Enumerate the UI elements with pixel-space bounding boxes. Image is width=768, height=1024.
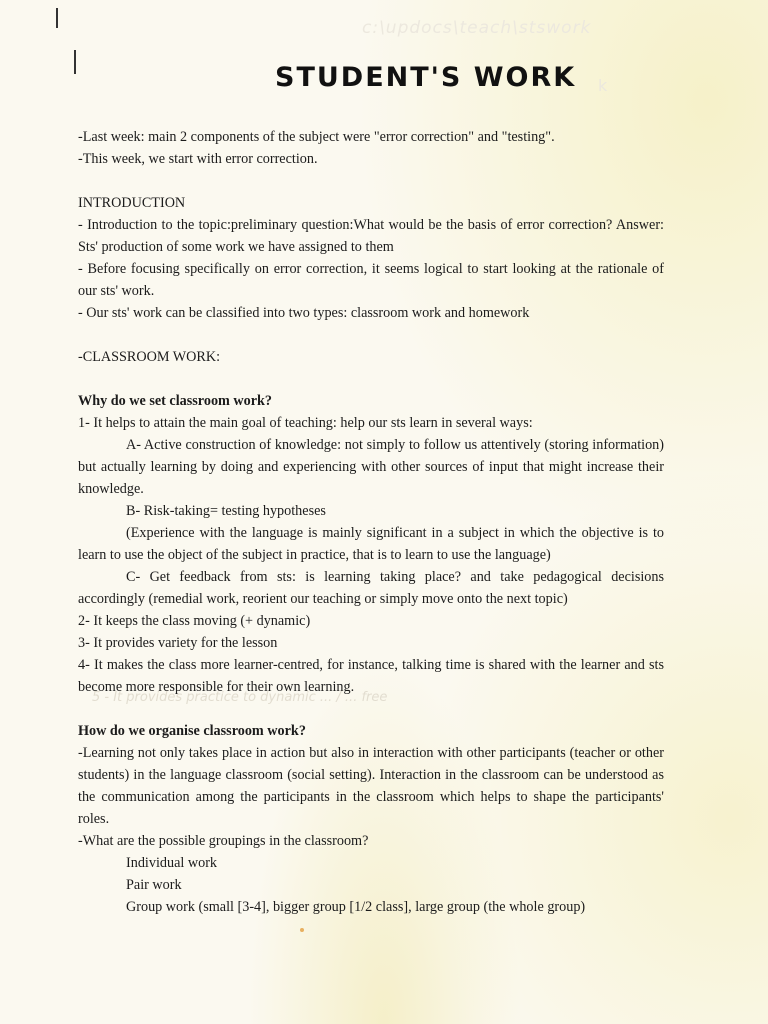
list-item: 4- It makes the class more learner-centred, for instance, talking time is shared with the learner and sts become more responsible for their own learning. <box>78 657 664 695</box>
page-title: STUDENT'S WORK <box>275 62 577 93</box>
list-subitem: A- Active construction of knowledge: not simply to follow us attentively (storing information) but actually learning by doing and experiencing with other sources of input that might increase their knowledge. <box>78 437 664 497</box>
list-subitem: B- Risk-taking= testing hypotheses <box>126 503 326 519</box>
list-item: 2- It keeps the class moving (+ dynamic) <box>78 613 311 629</box>
paragraph: -What are the possible groupings in the classroom? <box>78 833 369 849</box>
list-item: 3- It provides variety for the lesson <box>78 635 278 651</box>
paragraph: - Introduction to the topic:preliminary question:What would be the basis of error correction? Answer: Sts' production of some work we have assigned to them <box>78 217 664 255</box>
paragraph: -Learning not only takes place in action but also in interaction with other participants (teacher or other students) in the language classroom (social setting). Interaction in the classroom can be understood as the communication among the participants in the classroom which helps to shape the participants' roles. <box>78 745 664 827</box>
grouping-item: Group work (small [3-4], bigger group [1/2 class], large group (the whole group) <box>126 899 586 915</box>
section-heading-introduction: INTRODUCTION <box>78 195 186 211</box>
intro-line: -This week, we start with error correction. <box>78 151 318 167</box>
document-body <box>78 126 664 918</box>
grouping-item: Pair work <box>126 877 182 893</box>
faint-path-watermark: c:\updocs\teach\stswork <box>362 18 592 38</box>
section-heading-classroom-work: -CLASSROOM WORK: <box>78 349 221 365</box>
margin-pen-mark <box>74 50 76 74</box>
paragraph: - Our sts' work can be classified into two types: classroom work and homework <box>78 305 530 321</box>
faint-handwritten-note: 5 - It provides practice to dynamic ... / ... free <box>92 690 388 705</box>
list-subitem-note: (Experience with the language is mainly significant in a subject in which the objective is to learn to use the object of the subject in practice, that is to learn to use the language) <box>78 525 664 563</box>
subheading-why: Why do we set classroom work? <box>78 393 273 409</box>
list-item: 1- It helps to attain the main goal of teaching: help our sts learn in several ways: <box>78 415 533 431</box>
intro-line: -Last week: main 2 components of the subject were "error correction" and "testing". <box>78 129 555 145</box>
margin-pen-mark <box>56 8 58 28</box>
subheading-how: How do we organise classroom work? <box>78 723 306 739</box>
faint-mark: k <box>598 76 608 95</box>
paragraph: - Before focusing specifically on error correction, it seems logical to start looking at the rationale of our sts' work. <box>78 261 664 299</box>
grouping-item: Individual work <box>126 855 218 871</box>
list-subitem: C- Get feedback from sts: is learning taking place? and take pedagogical decisions accordingly (remedial work, reorient our teaching or simply move onto the next topic) <box>78 569 664 607</box>
ink-dot <box>300 928 304 932</box>
